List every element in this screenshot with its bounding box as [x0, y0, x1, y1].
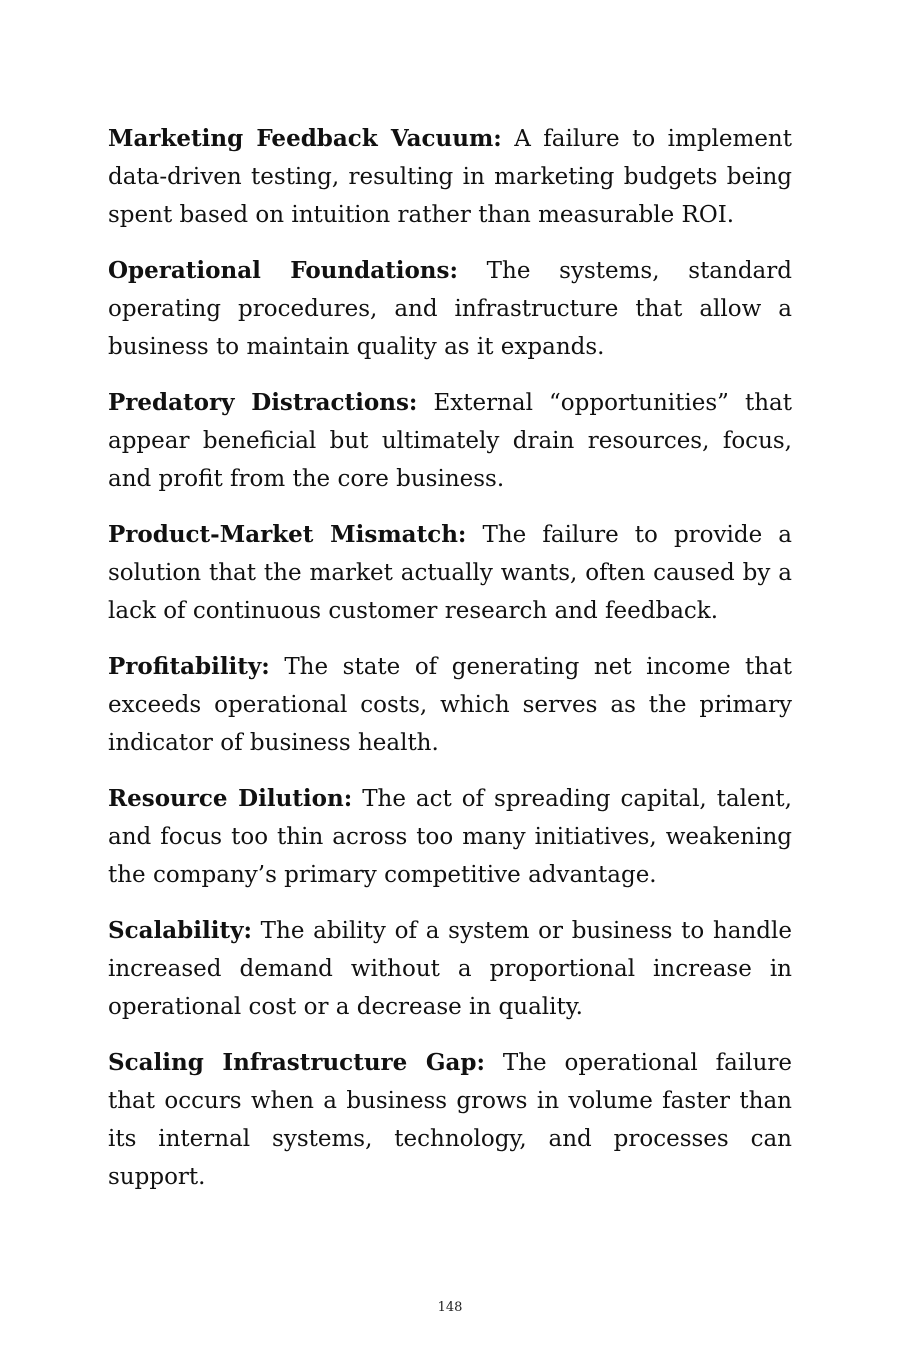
glossary-entry-predatory-distractions	[108, 384, 792, 498]
glossary-entry-product-market-mismatch	[108, 516, 792, 630]
glossary-definition: The ability of a system or business to handle increased demand without a proportional increase in operational cost or a decrease in quality.	[108, 918, 792, 1020]
glossary-term: Profitability:	[108, 653, 270, 680]
glossary-definition: The systems, standard operating procedures, and infrastructure that allow a business to maintain quality as it expands.	[108, 258, 792, 360]
glossary-term: Resource Dilution:	[108, 785, 353, 812]
glossary-entry-scaling-infrastructure-gap	[108, 1044, 792, 1196]
page-number: 148	[437, 1300, 463, 1315]
glossary-term: Scaling Infrastructure Gap:	[108, 1049, 485, 1076]
glossary-definition: The state of generating net income that exceeds operational costs, which serves as the primary indicator of business health.	[108, 654, 792, 756]
glossary-entry-marketing-feedback-vacuum	[108, 120, 792, 234]
glossary-term: Predatory Distractions:	[108, 389, 418, 416]
glossary-definition: The operational failure that occurs when a business grows in volume faster than its internal systems, technology, and processes can support.	[108, 1050, 792, 1190]
glossary-entry-profitability	[108, 648, 792, 762]
glossary-entry-resource-dilution	[108, 780, 792, 894]
glossary-term: Product-Market Mismatch:	[108, 521, 467, 548]
glossary-definition: The act of spreading capital, talent, and focus too thin across too many initiatives, weakening the company’s primary competitive advantage.	[108, 786, 792, 888]
glossary-term: Scalability:	[108, 917, 252, 944]
glossary-definition: The failure to provide a solution that the market actually wants, often caused by a lack of continuous customer research and feedback.	[108, 522, 793, 624]
glossary-definition: A failure to implement data-driven testing, resulting in marketing budgets being spent based on intuition rather than measurable ROI.	[108, 126, 792, 228]
glossary-list	[108, 120, 792, 1214]
glossary-entry-scalability	[108, 912, 792, 1026]
glossary-entry-operational-foundations	[108, 252, 792, 366]
glossary-definition: External “opportunities” that appear beneficial but ultimately drain resources, focus, and profit from the core business.	[108, 390, 792, 492]
glossary-term: Operational Foundations:	[108, 257, 458, 284]
glossary-term: Marketing Feedback Vacuum:	[108, 125, 502, 152]
